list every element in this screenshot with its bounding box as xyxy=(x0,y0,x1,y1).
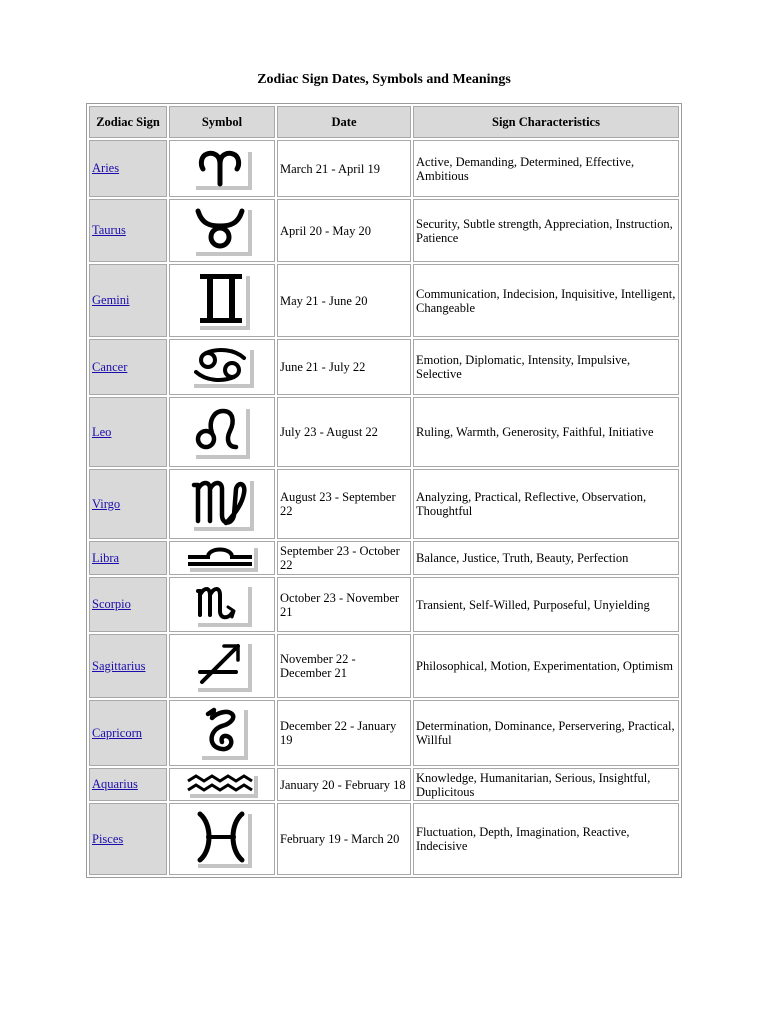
sign-name-cell xyxy=(89,700,167,766)
sign-link-leo[interactable]: Leo xyxy=(92,424,112,439)
aquarius-icon xyxy=(184,771,260,799)
sign-name-cell xyxy=(89,397,167,467)
capricorn-icon xyxy=(188,704,256,762)
table-row xyxy=(89,339,679,395)
sign-name-cell xyxy=(89,768,167,801)
symbol-cell xyxy=(169,140,275,197)
gemini-icon xyxy=(188,270,256,332)
sign-link-aries[interactable]: Aries xyxy=(92,161,120,175)
symbol-cell xyxy=(169,541,275,575)
date-cell: November 22 - December 21 xyxy=(277,634,411,698)
characteristics-cell: Balance, Justice, Truth, Beauty, Perfection xyxy=(413,541,679,575)
characteristics-cell: Communication, Indecision, Inquisitive, Intelligent, Changeable xyxy=(413,264,679,337)
header-symbol: Symbol xyxy=(169,106,275,138)
date-cell: October 23 - November 21 xyxy=(277,577,411,632)
sign-name-cell xyxy=(89,140,167,197)
virgo-icon xyxy=(188,475,256,533)
symbol-cell xyxy=(169,634,275,698)
symbol-cell xyxy=(169,700,275,766)
sign-link-taurus[interactable]: Taurus xyxy=(92,223,126,237)
characteristics-cell: Emotion, Diplomatic, Intensity, Impulsive, Selective xyxy=(413,339,679,395)
sign-name-cell xyxy=(89,541,167,575)
date-cell: January 20 - February 18 xyxy=(277,768,411,801)
symbol-cell xyxy=(169,803,275,875)
sign-link-libra[interactable]: Libra xyxy=(92,550,120,565)
table-row xyxy=(89,397,679,467)
sign-link-capricorn[interactable]: Capricorn xyxy=(92,725,142,740)
date-cell: August 23 - September 22 xyxy=(277,469,411,539)
table-row xyxy=(89,541,679,575)
table-row xyxy=(89,700,679,766)
symbol-cell xyxy=(169,469,275,539)
sign-link-aquarius[interactable]: Aquarius xyxy=(92,777,138,791)
header-date: Date xyxy=(277,106,411,138)
sagittarius-icon xyxy=(188,638,256,694)
characteristics-cell: Knowledge, Humanitarian, Serious, Insightful, Duplicitous xyxy=(413,768,679,801)
sign-name-cell xyxy=(89,339,167,395)
date-cell: April 20 - May 20 xyxy=(277,199,411,262)
table-row xyxy=(89,469,679,539)
date-cell: May 21 - June 20 xyxy=(277,264,411,337)
libra-icon xyxy=(184,543,260,573)
characteristics-cell: Security, Subtle strength, Appreciation, Instruction, Patience xyxy=(413,199,679,262)
table-row xyxy=(89,634,679,698)
table-row xyxy=(89,577,679,632)
aries-icon xyxy=(188,146,256,192)
date-cell: February 19 - March 20 xyxy=(277,803,411,875)
date-cell: July 23 - August 22 xyxy=(277,397,411,467)
symbol-cell xyxy=(169,768,275,801)
sign-link-scorpio[interactable]: Scorpio xyxy=(92,597,131,611)
pisces-icon xyxy=(188,808,256,870)
characteristics-cell: Ruling, Warmth, Generosity, Faithful, Initiative xyxy=(413,397,679,467)
symbol-cell xyxy=(169,339,275,395)
characteristics-cell: Active, Demanding, Determined, Effective, Ambitious xyxy=(413,140,679,197)
header-characteristics: Sign Characteristics xyxy=(413,106,679,138)
characteristics-cell: Analyzing, Practical, Reflective, Observation, Thoughtful xyxy=(413,469,679,539)
table-row xyxy=(89,264,679,337)
sign-link-cancer[interactable]: Cancer xyxy=(92,359,128,374)
sign-link-pisces[interactable]: Pisces xyxy=(92,831,124,846)
cancer-icon xyxy=(188,344,256,390)
sign-name-cell xyxy=(89,803,167,875)
symbol-cell xyxy=(169,264,275,337)
characteristics-cell: Fluctuation, Depth, Imagination, Reactive, Indecisive xyxy=(413,803,679,875)
sign-name-cell xyxy=(89,199,167,262)
date-cell: September 23 - October 22 xyxy=(277,541,411,575)
sign-link-virgo[interactable]: Virgo xyxy=(92,496,121,511)
sign-link-gemini[interactable]: Gemini xyxy=(92,293,130,307)
characteristics-cell: Philosophical, Motion, Experimentation, Optimism xyxy=(413,634,679,698)
zodiac-table xyxy=(86,103,682,878)
header-zodiac-sign: Zodiac Sign xyxy=(89,106,167,138)
page-title: Zodiac Sign Dates, Symbols and Meanings xyxy=(257,72,511,87)
table-row xyxy=(89,803,679,875)
table-row xyxy=(89,199,679,262)
sign-name-cell xyxy=(89,634,167,698)
leo-icon xyxy=(188,403,256,461)
sign-name-cell xyxy=(89,264,167,337)
scorpio-icon xyxy=(188,581,256,629)
characteristics-cell: Determination, Dominance, Perservering, Practical, Willful xyxy=(413,700,679,766)
date-cell: March 21 - April 19 xyxy=(277,140,411,197)
table-header-row xyxy=(89,106,679,138)
date-cell: June 21 - July 22 xyxy=(277,339,411,395)
symbol-cell xyxy=(169,199,275,262)
taurus-icon xyxy=(188,204,256,258)
sign-name-cell xyxy=(89,577,167,632)
sign-name-cell xyxy=(89,469,167,539)
sign-link-sagittarius[interactable]: Sagittarius xyxy=(92,658,146,673)
symbol-cell xyxy=(169,397,275,467)
symbol-cell xyxy=(169,577,275,632)
date-cell: December 22 - January 19 xyxy=(277,700,411,766)
table-row xyxy=(89,140,679,197)
characteristics-cell: Transient, Self-Willed, Purposeful, Unyielding xyxy=(413,577,679,632)
table-row xyxy=(89,768,679,801)
